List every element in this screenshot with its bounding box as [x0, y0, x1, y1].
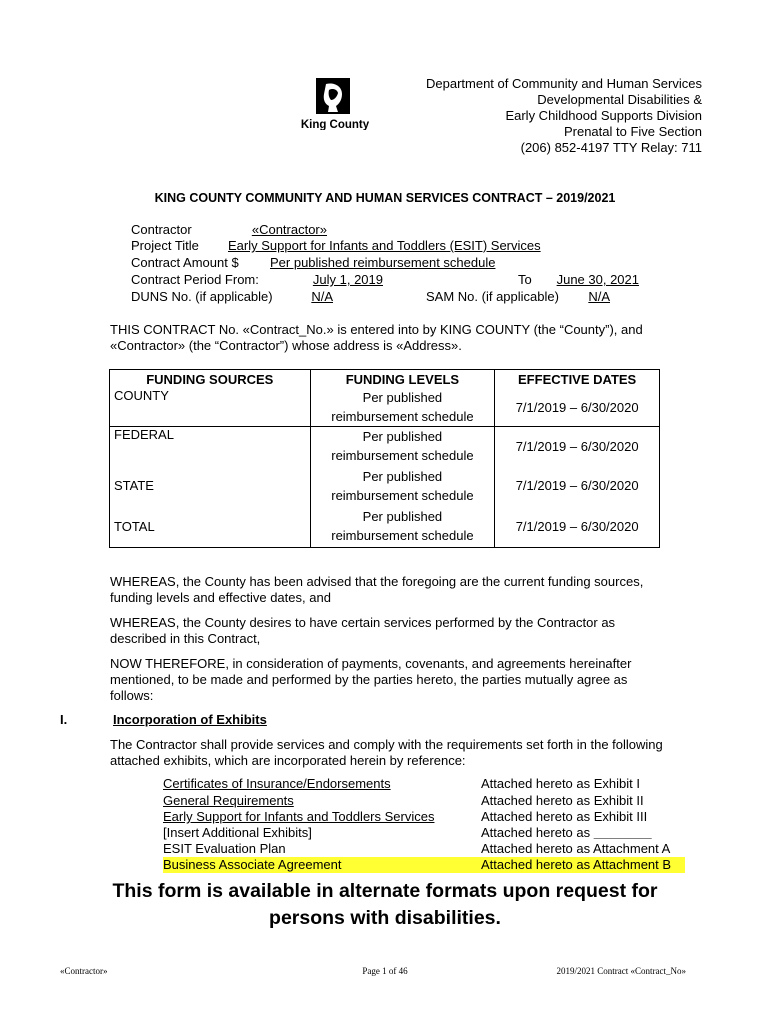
- funding-table-header: [110, 370, 660, 389]
- whereas-paragraph-2: WHEREAS, the County desires to have certain services performed by the Contractor as described in this Contract,: [110, 615, 616, 646]
- funding-source: STATE: [110, 465, 311, 506]
- duns-value: N/A: [311, 289, 333, 304]
- section-title: Incorporation of Exhibits: [113, 712, 267, 727]
- exhibit-blank: ________: [593, 825, 652, 840]
- funding-level: [310, 388, 495, 427]
- contract-amount-value: Per published reimbursement schedule: [270, 255, 496, 270]
- contract-period-label: Contract Period From:: [131, 272, 259, 287]
- king-county-logo: [296, 78, 374, 130]
- funding-level-line: Per published: [362, 429, 443, 444]
- alternate-formats-notice: [0, 878, 770, 932]
- funding-level: [310, 506, 495, 547]
- section-body: The Contractor shall provide services and comply with the requirements set forth in the following attached exhibits, which are incorporated herein by reference:: [110, 737, 663, 768]
- contract-period-to-label: To: [518, 272, 532, 287]
- notice-line: This form is available in alternate formats upon request for: [112, 880, 658, 902]
- exhibit-reference: Attached hereto as Attachment A: [481, 841, 671, 856]
- header-line: Department of Community and Human Services: [425, 76, 702, 91]
- notice-line: persons with disabilities.: [269, 907, 501, 929]
- list-item: [163, 793, 685, 809]
- king-county-logo-icon: [296, 78, 374, 130]
- effective-date: 7/1/2019 – 6/30/2020: [495, 506, 660, 547]
- exhibit-name: ESIT Evaluation Plan: [163, 841, 286, 856]
- funding-source: FEDERAL: [110, 427, 311, 466]
- effective-date: 7/1/2019 – 6/30/2020: [495, 427, 660, 466]
- contract-amount-label: Contract Amount $: [131, 255, 239, 270]
- contractor-label: Contractor: [131, 222, 192, 237]
- now-therefore-paragraph: NOW THEREFORE, in consideration of payments, covenants, and agreements hereinafter mentioned, to be made and performed by the parties hereto, the parties mutually agree as follows:: [110, 656, 632, 703]
- contract-period-from: July 1, 2019: [312, 272, 383, 287]
- funding-level-line: reimbursement schedule: [331, 409, 474, 424]
- footer-contractor: «Contractor»: [60, 966, 108, 976]
- sam-label: SAM No. (if applicable): [426, 289, 559, 304]
- svg-text:King County: King County: [300, 119, 370, 130]
- funding-level-line: Per published: [362, 390, 443, 405]
- header-funding-levels: FUNDING LEVELS: [310, 370, 495, 389]
- funding-level-line: reimbursement schedule: [331, 487, 474, 503]
- exhibit-name: Certificates of Insurance/Endorsements: [163, 776, 391, 791]
- exhibit-reference: Attached hereto as Exhibit II: [481, 793, 644, 808]
- list-item-highlighted: [163, 857, 685, 873]
- funding-table: [109, 369, 660, 548]
- exhibit-name: General Requirements: [163, 793, 294, 808]
- sam-value: N/A: [588, 289, 610, 304]
- exhibit-reference: Attached hereto as Attachment B: [481, 857, 672, 872]
- funding-source: COUNTY: [110, 388, 311, 427]
- table-row: [110, 388, 660, 427]
- funding-level-line: reimbursement schedule: [331, 448, 474, 463]
- effective-date: 7/1/2019 – 6/30/2020: [495, 388, 660, 427]
- list-item: [163, 841, 685, 857]
- funding-level: [310, 465, 495, 506]
- table-row: [110, 506, 660, 547]
- list-item: [163, 776, 685, 792]
- exhibit-name: [Insert Additional Exhibits]: [163, 825, 312, 840]
- project-title-label: Project Title: [131, 238, 199, 253]
- contract-period-to: June 30, 2021: [556, 272, 639, 287]
- exhibit-name: Early Support for Infants and Toddlers Services: [163, 809, 435, 824]
- header-line: (206) 852-4197 TTY Relay: 711: [520, 140, 702, 155]
- whereas-paragraph-1: WHEREAS, the County has been advised that the foregoing are the current funding sources, funding levels and effective dates, and: [110, 574, 644, 605]
- header-line: Developmental Disabilities &: [537, 92, 702, 107]
- exhibit-reference: Attached hereto as Exhibit I: [481, 776, 640, 791]
- funding-source: TOTAL: [110, 506, 311, 547]
- list-item: [163, 825, 685, 841]
- footer-page-number: Page 1 of 46: [362, 966, 408, 976]
- header-effective-dates: EFFECTIVE DATES: [495, 370, 660, 389]
- funding-level: [310, 427, 495, 466]
- header-funding-sources: FUNDING SOURCES: [110, 370, 311, 389]
- exhibit-reference: Attached hereto as Exhibit III: [481, 809, 648, 824]
- contract-title: KING COUNTY COMMUNITY AND HUMAN SERVICES CONTRACT – 2019/2021: [154, 191, 616, 205]
- contractor-value: «Contractor»: [251, 222, 327, 237]
- footer-contract-number: 2019/2021 Contract «Contract_No»: [556, 966, 686, 976]
- list-item: [163, 809, 685, 825]
- exhibit-reference-text: Attached hereto as: [481, 825, 591, 840]
- effective-date: 7/1/2019 – 6/30/2020: [495, 465, 660, 506]
- funding-level-line: reimbursement schedule: [331, 528, 474, 544]
- department-header: [426, 76, 702, 156]
- table-row: [110, 465, 660, 506]
- contractor-field: [231, 222, 327, 238]
- exhibit-reference: [481, 825, 652, 841]
- table-row: [110, 427, 660, 466]
- header-line: Early Childhood Supports Division: [505, 108, 702, 123]
- header-line: Prenatal to Five Section: [563, 124, 702, 139]
- duns-label: DUNS No. (if applicable): [131, 289, 273, 304]
- section-number: I.: [60, 712, 68, 727]
- intro-paragraph: THIS CONTRACT No. «Contract_No.» is entered into by KING COUNTY (the “County”), and «Contractor» (the “Contractor”) whose address is «Address».: [110, 322, 643, 353]
- exhibit-name: Business Associate Agreement: [163, 857, 342, 872]
- funding-level-line: Per published: [362, 468, 443, 484]
- project-title-value: Early Support for Infants and Toddlers (ESIT) Services: [228, 238, 541, 253]
- funding-level-line: Per published: [362, 509, 443, 525]
